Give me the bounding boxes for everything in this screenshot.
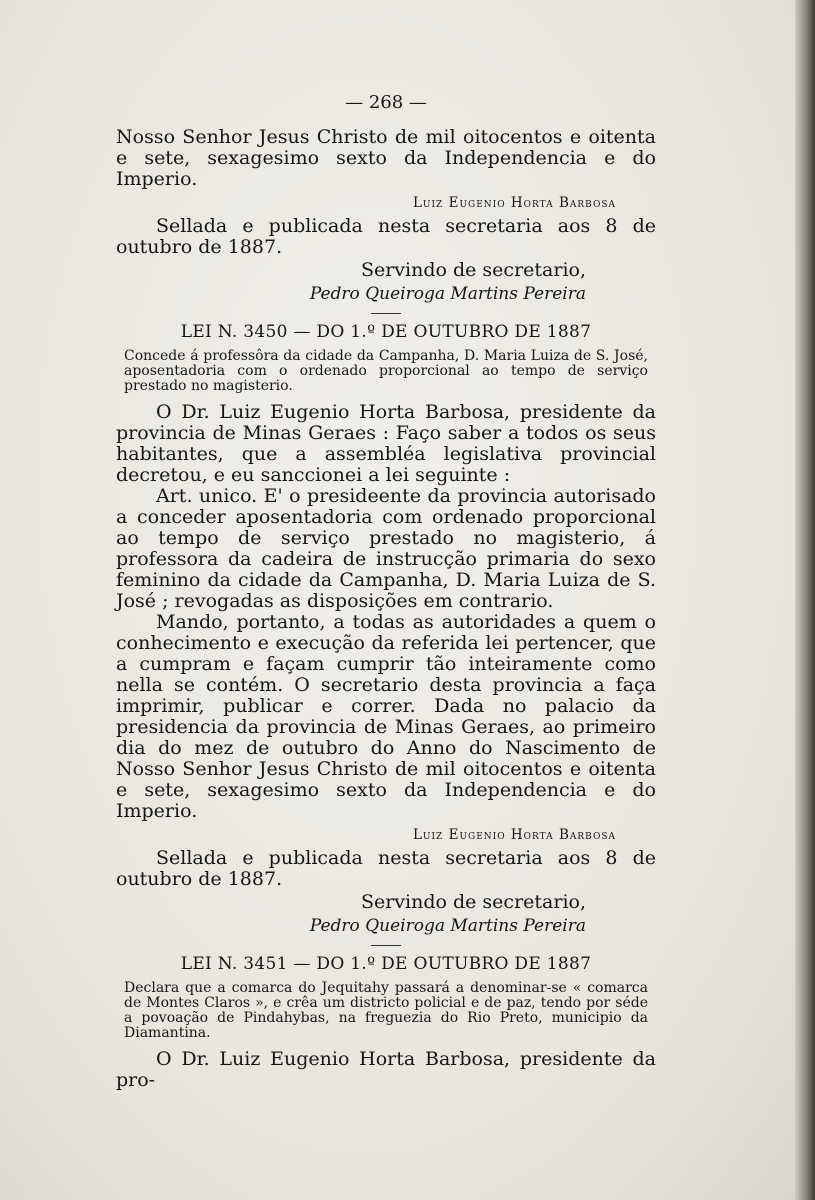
law-3451-opening: O Dr. Luiz Eugenio Horta Barbosa, presidente da pro- [116, 1048, 656, 1091]
law-3450-opening: O Dr. Luiz Eugenio Horta Barbosa, presidente da provincia de Minas Geraes : Faço saber a todos os seus habitantes, que a assembléa legislativa provincial decretou, e eu sanccionei a lei seguinte : [116, 401, 656, 486]
law-3451-summary: Declara que a comarca do Jequitahy passará a denominar-se « comarca de Montes Claros », e crêa um districto policial e de paz, tendo por séde a povoação de Pindahybas, na freguezia do Rio Preto, municipio da Diamantina. [124, 980, 648, 1041]
law-3450-command: Mando, portanto, a todas as autoridades a quem o conhecimento e execução da referida lei pertencer, que a cumpram e façam cumprir tão inteiramente como nella se contém. O secretario desta provincia a faça imprimir, publicar e correr. Dada no palacio da presidencia da provincia de Minas Geraes, ao primeiro dia do mez de outubro do Anno do Nascimento de Nosso Senhor Jesus Christo de mil oitocentos e oitenta e sete, sexagesimo sexto da Independencia e do Imperio. [116, 611, 656, 822]
law-3450-signature: Luiz Eugenio Horta Barbosa [412, 827, 616, 843]
law-3450-serving-label: Servindo de secretario, [360, 891, 586, 913]
intro-signature: Luiz Eugenio Horta Barbosa [412, 195, 616, 211]
intro-sealed-note: Sellada e publicada nesta secretaria aos 8 de outubro de 1887. [116, 215, 656, 258]
intro-secretary-name: Pedro Queiroga Martins Pereira [309, 284, 586, 304]
intro-serving-label: Servindo de secretario, [360, 259, 586, 281]
law-3451-title: LEI N. 3451 — DO 1.º DE OUTUBRO DE 1887 [180, 954, 592, 974]
law-3450-article: Art. unico. E' o presideente da provincia autorisado a conceder aposentadoria com ordenado proporcional ao tempo de serviço prestado no magisterio, á professora da cadeira de instrucção primaria do sexo feminino da cidade da Campanha, D. Maria Luiza de S. José ; revogadas as disposições em contrario. [116, 485, 656, 612]
section-divider [371, 313, 401, 314]
section-divider [371, 945, 401, 946]
law-3450-sealed-note: Sellada e publicada nesta secretaria aos 8 de outubro de 1887. [116, 847, 656, 890]
law-3450-summary: Concede á professôra da cidade da Campanha, D. Maria Luiza de S. José, aposentadoria com o ordenado proporcional ao tempo de serviço prestado no magisterio. [124, 348, 648, 394]
page-binding-edge [795, 0, 815, 1200]
law-3450-title: LEI N. 3450 — DO 1.º DE OUTUBRO DE 1887 [180, 322, 592, 342]
intro-closing-text: Nosso Senhor Jesus Christo de mil oitocentos e oitenta e sete, sexagesimo sexto da Independencia e do Imperio. [116, 126, 656, 190]
page-number: — 268 — [345, 92, 427, 113]
page-text [116, 92, 656, 1091]
law-3450-secretary-name: Pedro Queiroga Martins Pereira [309, 916, 586, 936]
